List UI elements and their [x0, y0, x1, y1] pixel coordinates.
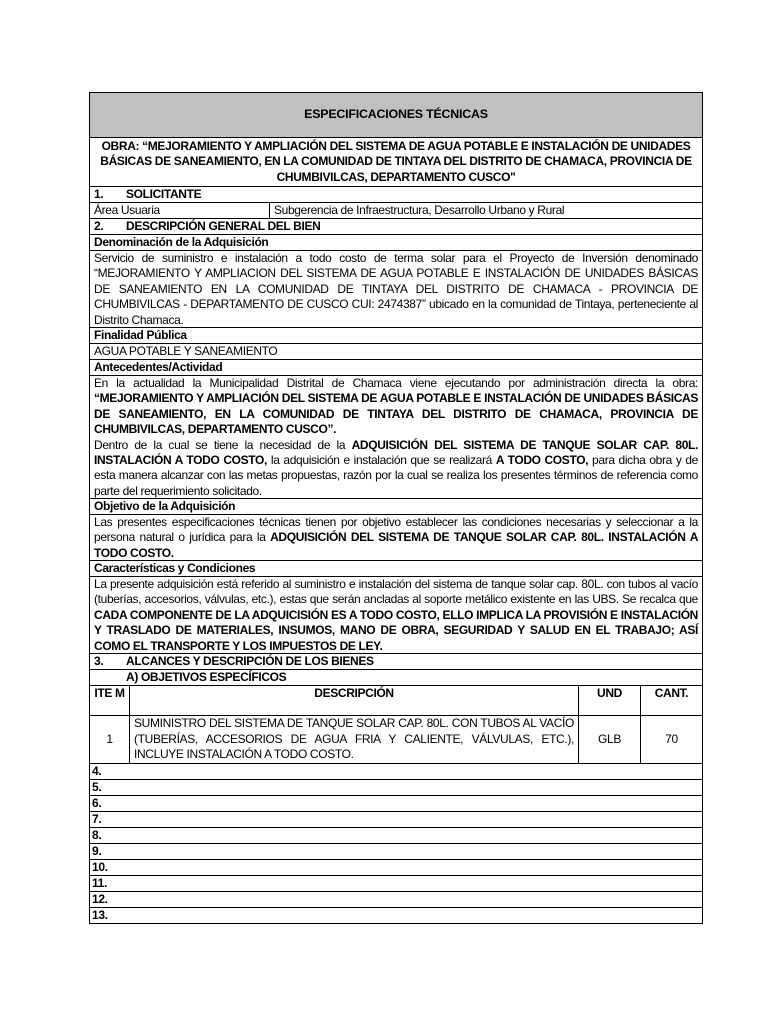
empty-row-11: 11. — [89, 876, 703, 892]
caracteristicas-title: Características y Condiciones — [89, 561, 703, 577]
empty-row-6: 6. — [89, 796, 703, 812]
header-item: ITE M — [90, 686, 130, 715]
antecedentes-p2-mid: la adquisición e instalación que se realizará — [267, 453, 496, 468]
denominacion-title: Denominación de la Adquisición — [89, 235, 703, 251]
antecedentes-p2-todo-costo: A TODO COSTO, — [495, 453, 589, 468]
section-3a-heading: A) OBJETIVOS ESPECÍFICOS — [89, 670, 703, 686]
antecedentes-p1-intro: En la actualidad la Municipalidad Distrital de Chamaca viene ejecutando por administración directa la obra: — [94, 376, 698, 390]
objetivo-text-intro: Las presentes especificaciones técnicas tienen por objetivo establecer las condiciones necesarias y seleccionar a la persona natural o jurídica para la — [94, 515, 698, 545]
antecedentes-text — [89, 376, 703, 499]
objetivo-title: Objetivo de la Adquisición — [89, 499, 703, 515]
antecedentes-p2-end: para dicha obra y de esta manera alcanzar con las metas propuestas, razón por la cual se realiza los presentes términos de referencia como parte del requerimiento solicitado. — [94, 453, 699, 498]
antecedentes-p1-obra: “MEJORAMIENTO Y AMPLIACIÓN DEL SISTEMA DE AGUA POTABLE E INSTALACIÓN DE UNIDADES BÁSICAS DE SANEAMIENTO, EN LA COMUNIDAD DE TINTAYA DEL DISTRITO DE CHAMACA, PROVINCIA DE CHUMBIVILCAS, DEPARTAMENTO CUSCO”. — [94, 391, 698, 437]
antecedentes-p2-intro: Dentro de la cual se tiene la necesidad de la — [94, 437, 352, 452]
row-unit: GLB — [579, 716, 641, 763]
row-description: SUMINISTRO DEL SISTEMA DE TANQUE SOLAR CAP. 80L. CON TUBOS AL VACÍO (TUBERÍAS, ACCESORIOS DE AGUA FRIA Y CALIENTE, VÁLVULAS, ETC.), INCLUYE INSTALACIÓN A TODO COSTO. — [130, 716, 579, 763]
header-description: DESCRIPCIÓN — [130, 686, 579, 715]
finalidad-title: Finalidad Pública — [89, 328, 703, 344]
section-2-title: DESCRIPCIÓN GENERAL DEL BIEN — [126, 219, 321, 233]
objetivo-text-bold: ADQUISICIÓN DEL SISTEMA DE TANQUE SOLAR CAP. 80L. INSTALACIÓN A TODO COSTO. — [94, 530, 699, 560]
specs-document — [89, 92, 703, 924]
empty-row-12: 12. — [89, 892, 703, 908]
area-usuaria-label: Área Usuaria — [90, 203, 270, 218]
items-table-header — [89, 686, 703, 716]
row-item-number: 1 — [90, 716, 130, 763]
section-3-title: ALCANCES Y DESCRIPCIÓN DE LOS BIENES — [126, 654, 374, 668]
document-header: ESPECIFICACIONES TÉCNICAS — [89, 92, 703, 138]
empty-row-13: 13. — [89, 908, 703, 924]
objetivo-text — [89, 515, 703, 561]
area-usuaria-value: Subgerencia de Infraestructura, Desarrollo Urbano y Rural — [274, 203, 565, 217]
area-usuaria-row — [89, 203, 703, 219]
caracteristicas-text-bold: CADA COMPONENTE DE LA ADQUICISIÓN ES A TODO COSTO, ELLO IMPLICA LA PROVISIÓN E INSTALACIÓN Y TRASLADO DE MATERIALES, INSUMOS, MANO DE OBRA, SEGURIDAD Y SALUD EN EL TRABAJO; ASÍ COMO EL TRANSPORTE Y LOS IMPUESTOS DE LEY. — [94, 607, 698, 653]
section-1-heading — [89, 187, 703, 203]
section-2-number: 2. — [94, 219, 104, 233]
section-1-title: SOLICITANTE — [126, 187, 202, 201]
finalidad-text: AGUA POTABLE Y SANEAMIENTO — [89, 344, 703, 360]
denominacion-text: Servicio de suministro e instalación a todo costo de terma solar para el Proyecto de Inversión denominado “MEJORAMIENTO Y AMPLIACION DEL SISTEMA DE AGUA POTABLE E INSTALACIÓN DE UNIDADES BÁSICAS DE SANEAMIENTO EN LA COMUNIDAD DE TINTAYA DEL DISTRITO DE CHAMACA - PROVINCIA DE CHUMBIVILCAS - DEPARTAMENTO DE CUSCO CUI: 2474387” ubicado en la comunidad de Tintaya, perteneciente al Distrito Chamaca. — [89, 251, 703, 328]
empty-row-10: 10. — [89, 860, 703, 876]
table-row — [89, 716, 703, 764]
section-2-heading — [89, 219, 703, 235]
obra-title — [89, 138, 703, 187]
header-unit: UND — [579, 686, 641, 715]
section-3-number: 3. — [94, 654, 104, 668]
caracteristicas-text — [89, 577, 703, 654]
antecedentes-p2-adquisicion: ADQUISICIÓN DEL SISTEMA DE TANQUE SOLAR CAP. 80L. INSTALACIÓN A TODO COSTO, — [94, 437, 698, 468]
antecedentes-title: Antecedentes/Actividad — [89, 360, 703, 376]
obra-text: OBRA: “MEJORAMIENTO Y AMPLIACIÓN DEL SISTEMA DE AGUA POTABLE E INSTALACIÓN DE UNIDADES BÁSICAS DE SANEAMIENTO, EN LA COMUNIDAD DE TINTAYA DEL DISTRITO DE CHAMACA, PROVINCIA DE CHUMBIVILCAS, DEPARTAMENTO CUSCO" — [100, 138, 692, 184]
empty-row-8: 8. — [89, 828, 703, 844]
caracteristicas-text-intro: La presente adquisición está referido al suministro e instalación del sistema de tanque solar cap. 80L. con tubos al vacío (tuberías, accesorios, válvulas, etc.), estas que serán ancladas al soporte metálico existente en las UBS. Se recalca que — [94, 577, 698, 607]
row-quantity: 70 — [665, 731, 678, 746]
section-3-heading — [89, 654, 703, 670]
empty-row-9: 9. — [89, 844, 703, 860]
empty-row-4: 4. — [89, 764, 703, 780]
section-1-number: 1. — [94, 187, 104, 201]
header-quantity: CANT. — [654, 686, 689, 700]
empty-row-7: 7. — [89, 812, 703, 828]
empty-row-5: 5. — [89, 780, 703, 796]
